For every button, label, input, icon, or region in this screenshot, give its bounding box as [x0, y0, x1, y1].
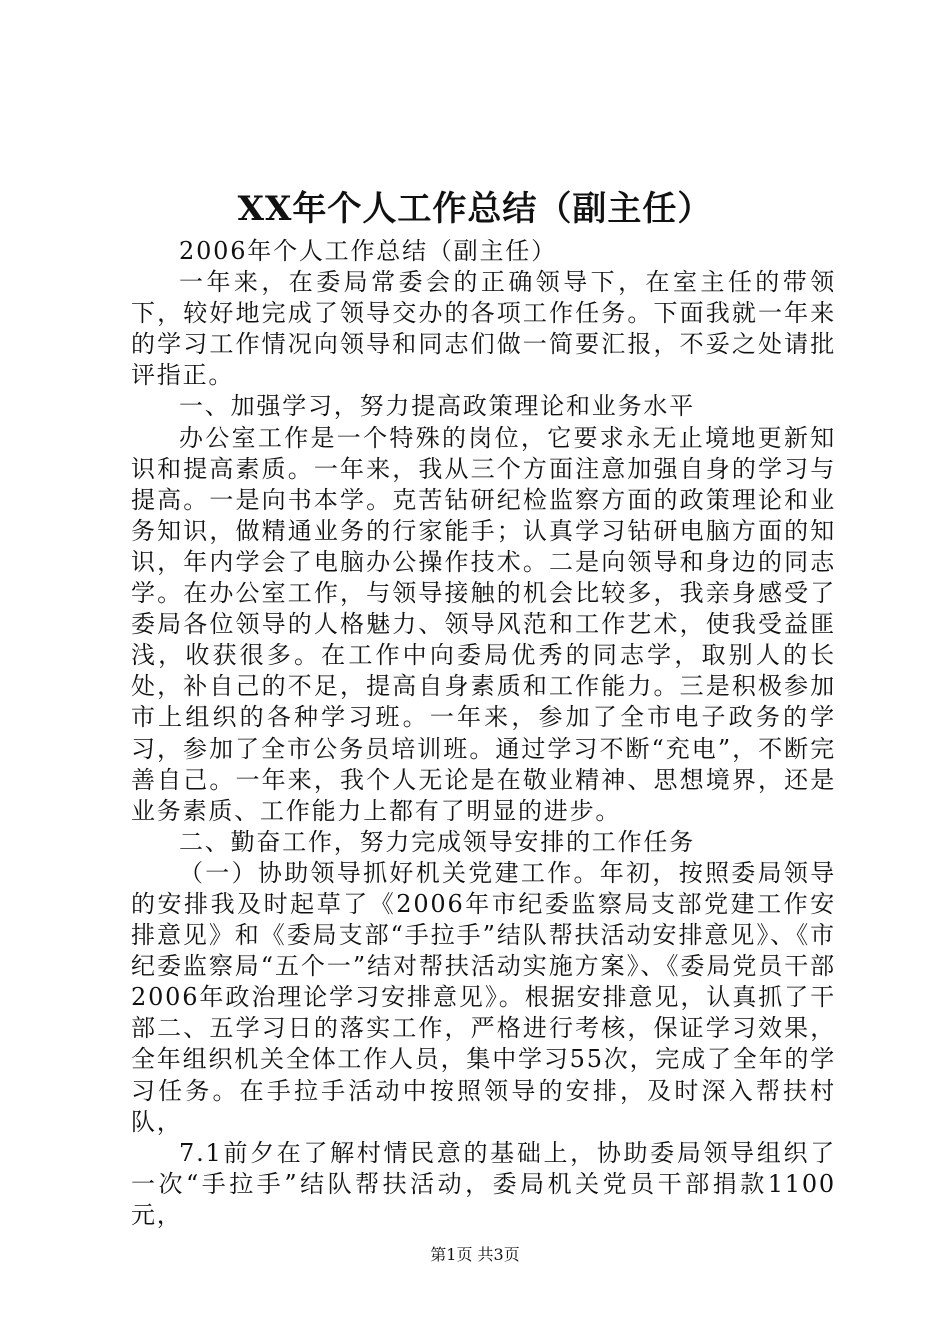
paragraph-assistance: 7.1前夕在了解村情民意的基础上，协助委局领导组织了一次“手拉手”结队帮扶活动，委局机关党员干部捐款1100元，: [131, 1138, 836, 1229]
paragraph-study: 办公室工作是一个特殊的岗位，它要求永无止境地更新知识和提高素质。一年来，我从三个方面注意加强自身的学习与提高。一是向书本学。克苦钻研纪检监察方面的政策理论和业务知识，做精通业务的行家能手；认真学习钻研电脑方面的知识，年内学会了电脑办公操作技术。二是向领导和身边的同志学。在办公室工作，与领导接触的机会比较多，我亲身感受了委局各位领导的人格魅力、领导风范和工作艺术，使我受益匪浅，收获很多。在工作中向委局优秀的同志学，取别人的长处，补自己的不足，提高自身素质和工作能力。三是积极参加市上组织的各种学习班。一年来，参加了全市电子政务的学习，参加了全市公务员培训班。通过学习不断“充电”，不断完善自己。一年来，我个人无论是在敬业精神、思想境界，还是业务素质、工作能力上都有了明显的进步。: [131, 423, 836, 825]
page-footer: 第1页 共3页: [430, 1245, 520, 1264]
section-heading-2: 二、勤奋工作，努力完成领导安排的工作任务: [179, 827, 695, 856]
document-body: [131, 236, 836, 1231]
document-title: XX年个人工作总结（副主任）: [237, 189, 713, 229]
section-heading-1: 一、加强学习，努力提高政策理论和业务水平: [179, 392, 695, 421]
paragraph-subtitle: 2006年个人工作总结（副主任）: [179, 237, 557, 265]
paragraph-intro: 一年来，在委局常委会的正确领导下，在室主任的带领下，较好地完成了领导交办的各项工作任务。下面我就一年来的学习工作情况向领导和同志们做一简要汇报，不妥之处请批评指正。: [131, 268, 836, 390]
paragraph-party-building: （一）协助领导抓好机关党建工作。年初，按照委局领导的安排我及时起草了《2006年市纪委监察局支部党建工作安排意见》和《委局支部“手拉手”结队帮扶活动安排意见》、《市纪委监察局“五个一”结对帮扶活动实施方案》、《委局党员干部2006年政治理论学习安排意见》。根据安排意见，认真抓了干部二、五学习日的落实工作，严格进行考核，保证学习效果，全年组织机关全体工作人员，集中学习55次，完成了全年的学习任务。在手拉手活动中按照领导的安排，及时深入帮扶村队，: [131, 858, 836, 1136]
